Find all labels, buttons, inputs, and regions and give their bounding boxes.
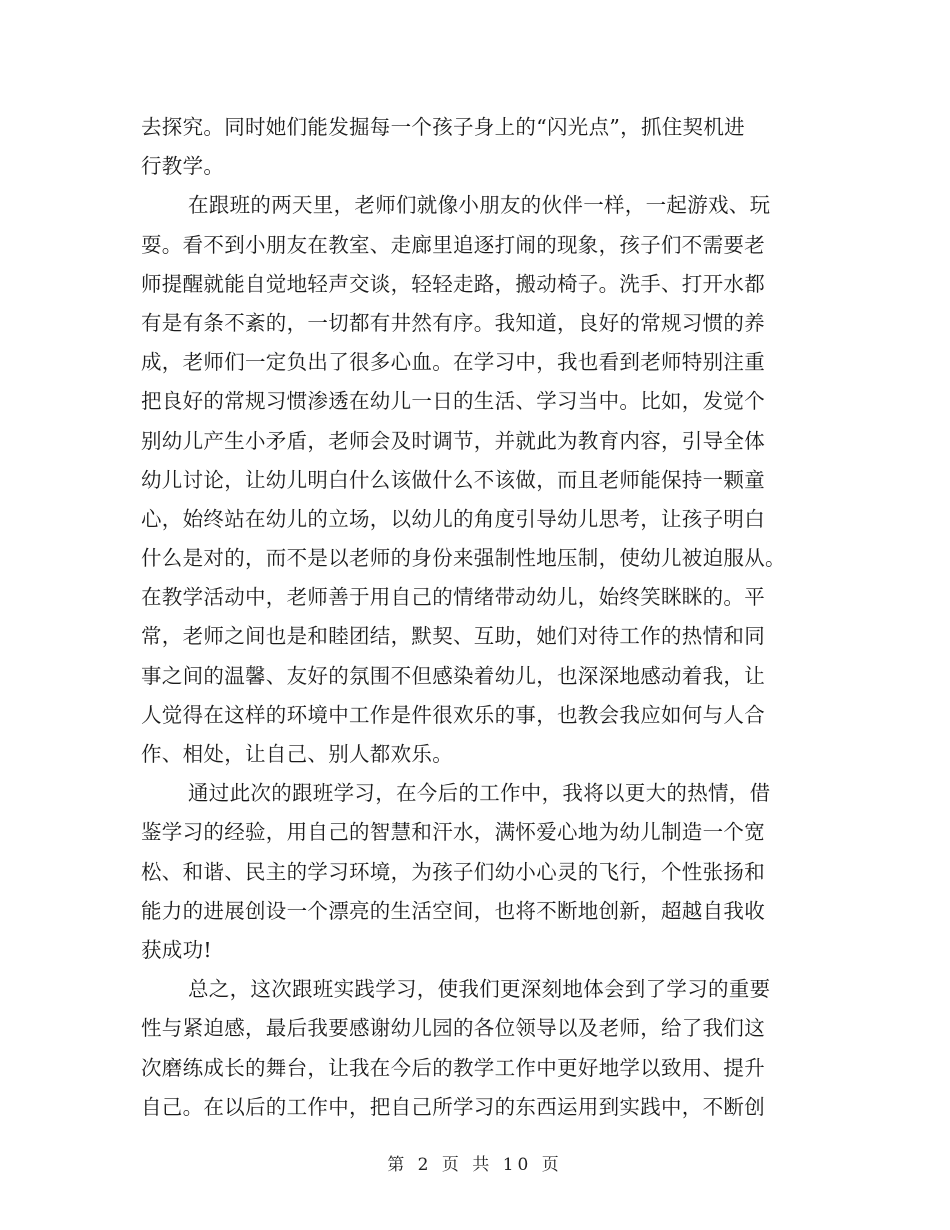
text-line: 自己。在以后的工作中，把自己所学习的东西运用到实践中，不断创 [141, 1094, 765, 1119]
text-line: 人觉得在这样的环境中工作是件很欢乐的事，也教会我应如何与人合 [141, 702, 765, 727]
text-line: 次磨练成长的舞台，让我在今后的教学工作中更好地学以致用、提升 [141, 1055, 765, 1080]
text-line: 常，老师之间也是和睦团结，默契、互助，她们对待工作的热情和同 [141, 624, 765, 649]
text-line: 在教学活动中，老师善于用自己的情绪带动幼儿，始终笑眯眯的。平 [141, 585, 765, 610]
text-line: 松、和谐、民主的学习环境，为孩子们幼小心灵的飞行，个性张扬和 [141, 859, 765, 884]
text-line: 有是有条不紊的，一切都有井然有序。我知道，良好的常规习惯的养 [141, 310, 765, 335]
text-line: 去探究。同时她们能发掘每一个孩子身上的“闪光点”，抓住契机进 [141, 115, 745, 139]
text-line: 能力的进展创设一个漂亮的生活空间，也将不断地创新，超越自我收 [141, 898, 765, 923]
text-line: 行教学。 [141, 154, 225, 179]
paragraph-first-line: 在跟班的两天里，老师们就像小朋友的伙伴一样，一起游戏、玩 [188, 193, 771, 218]
page-number-footer: 第 2 页 共 10 页 [387, 1155, 563, 1175]
text-line: 性与紧迫感，最后我要感谢幼儿园的各位领导以及老师，给了我们这 [141, 1016, 765, 1041]
text-line: 成，老师们一定负出了很多心血。在学习中，我也看到老师特别注重 [141, 350, 765, 375]
text-line: 作、相处，让自己、别人都欢乐。 [141, 742, 453, 766]
text-line: 幼儿讨论，让幼儿明白什么该做什么不该做，而且老师能保持一颗童 [141, 467, 765, 492]
paragraph-first-line: 通过此次的跟班学习，在今后的工作中，我将以更大的热情，借 [188, 781, 771, 806]
text-line: 事之间的温馨、友好的氛围不但感染着幼儿，也深深地感动着我，让 [141, 663, 765, 688]
text-line: 获成功! [141, 937, 212, 962]
text-line: 别幼儿产生小矛盾，老师会及时调节，并就此为教育内容，引导全体 [141, 428, 765, 453]
text-line: 鉴学习的经验，用自己的智慧和汗水，满怀爱心地为幼儿制造一个宽 [141, 820, 765, 845]
paragraph-first-line: 总之，这次跟班实践学习，使我们更深刻地体会到了学习的重要 [188, 977, 771, 1002]
text-line: 什么是对的，而不是以老师的身份来强制性地压制，使幼儿被迫服从。 [141, 546, 786, 571]
text-line: 师提醒就能自觉地轻声交谈，轻轻走路，搬动椅子。洗手、打开水都 [141, 271, 765, 296]
text-line: 心，始终站在幼儿的立场，以幼儿的角度引导幼儿思考，让孩子明白 [141, 506, 765, 531]
text-line: 耍。看不到小朋友在教室、走廊里追逐打闹的现象，孩子们不需要老 [141, 232, 765, 257]
body-text [141, 108, 801, 1127]
text-line: 把良好的常规习惯渗透在幼儿一日的生活、学习当中。比如，发觉个 [141, 389, 765, 414]
